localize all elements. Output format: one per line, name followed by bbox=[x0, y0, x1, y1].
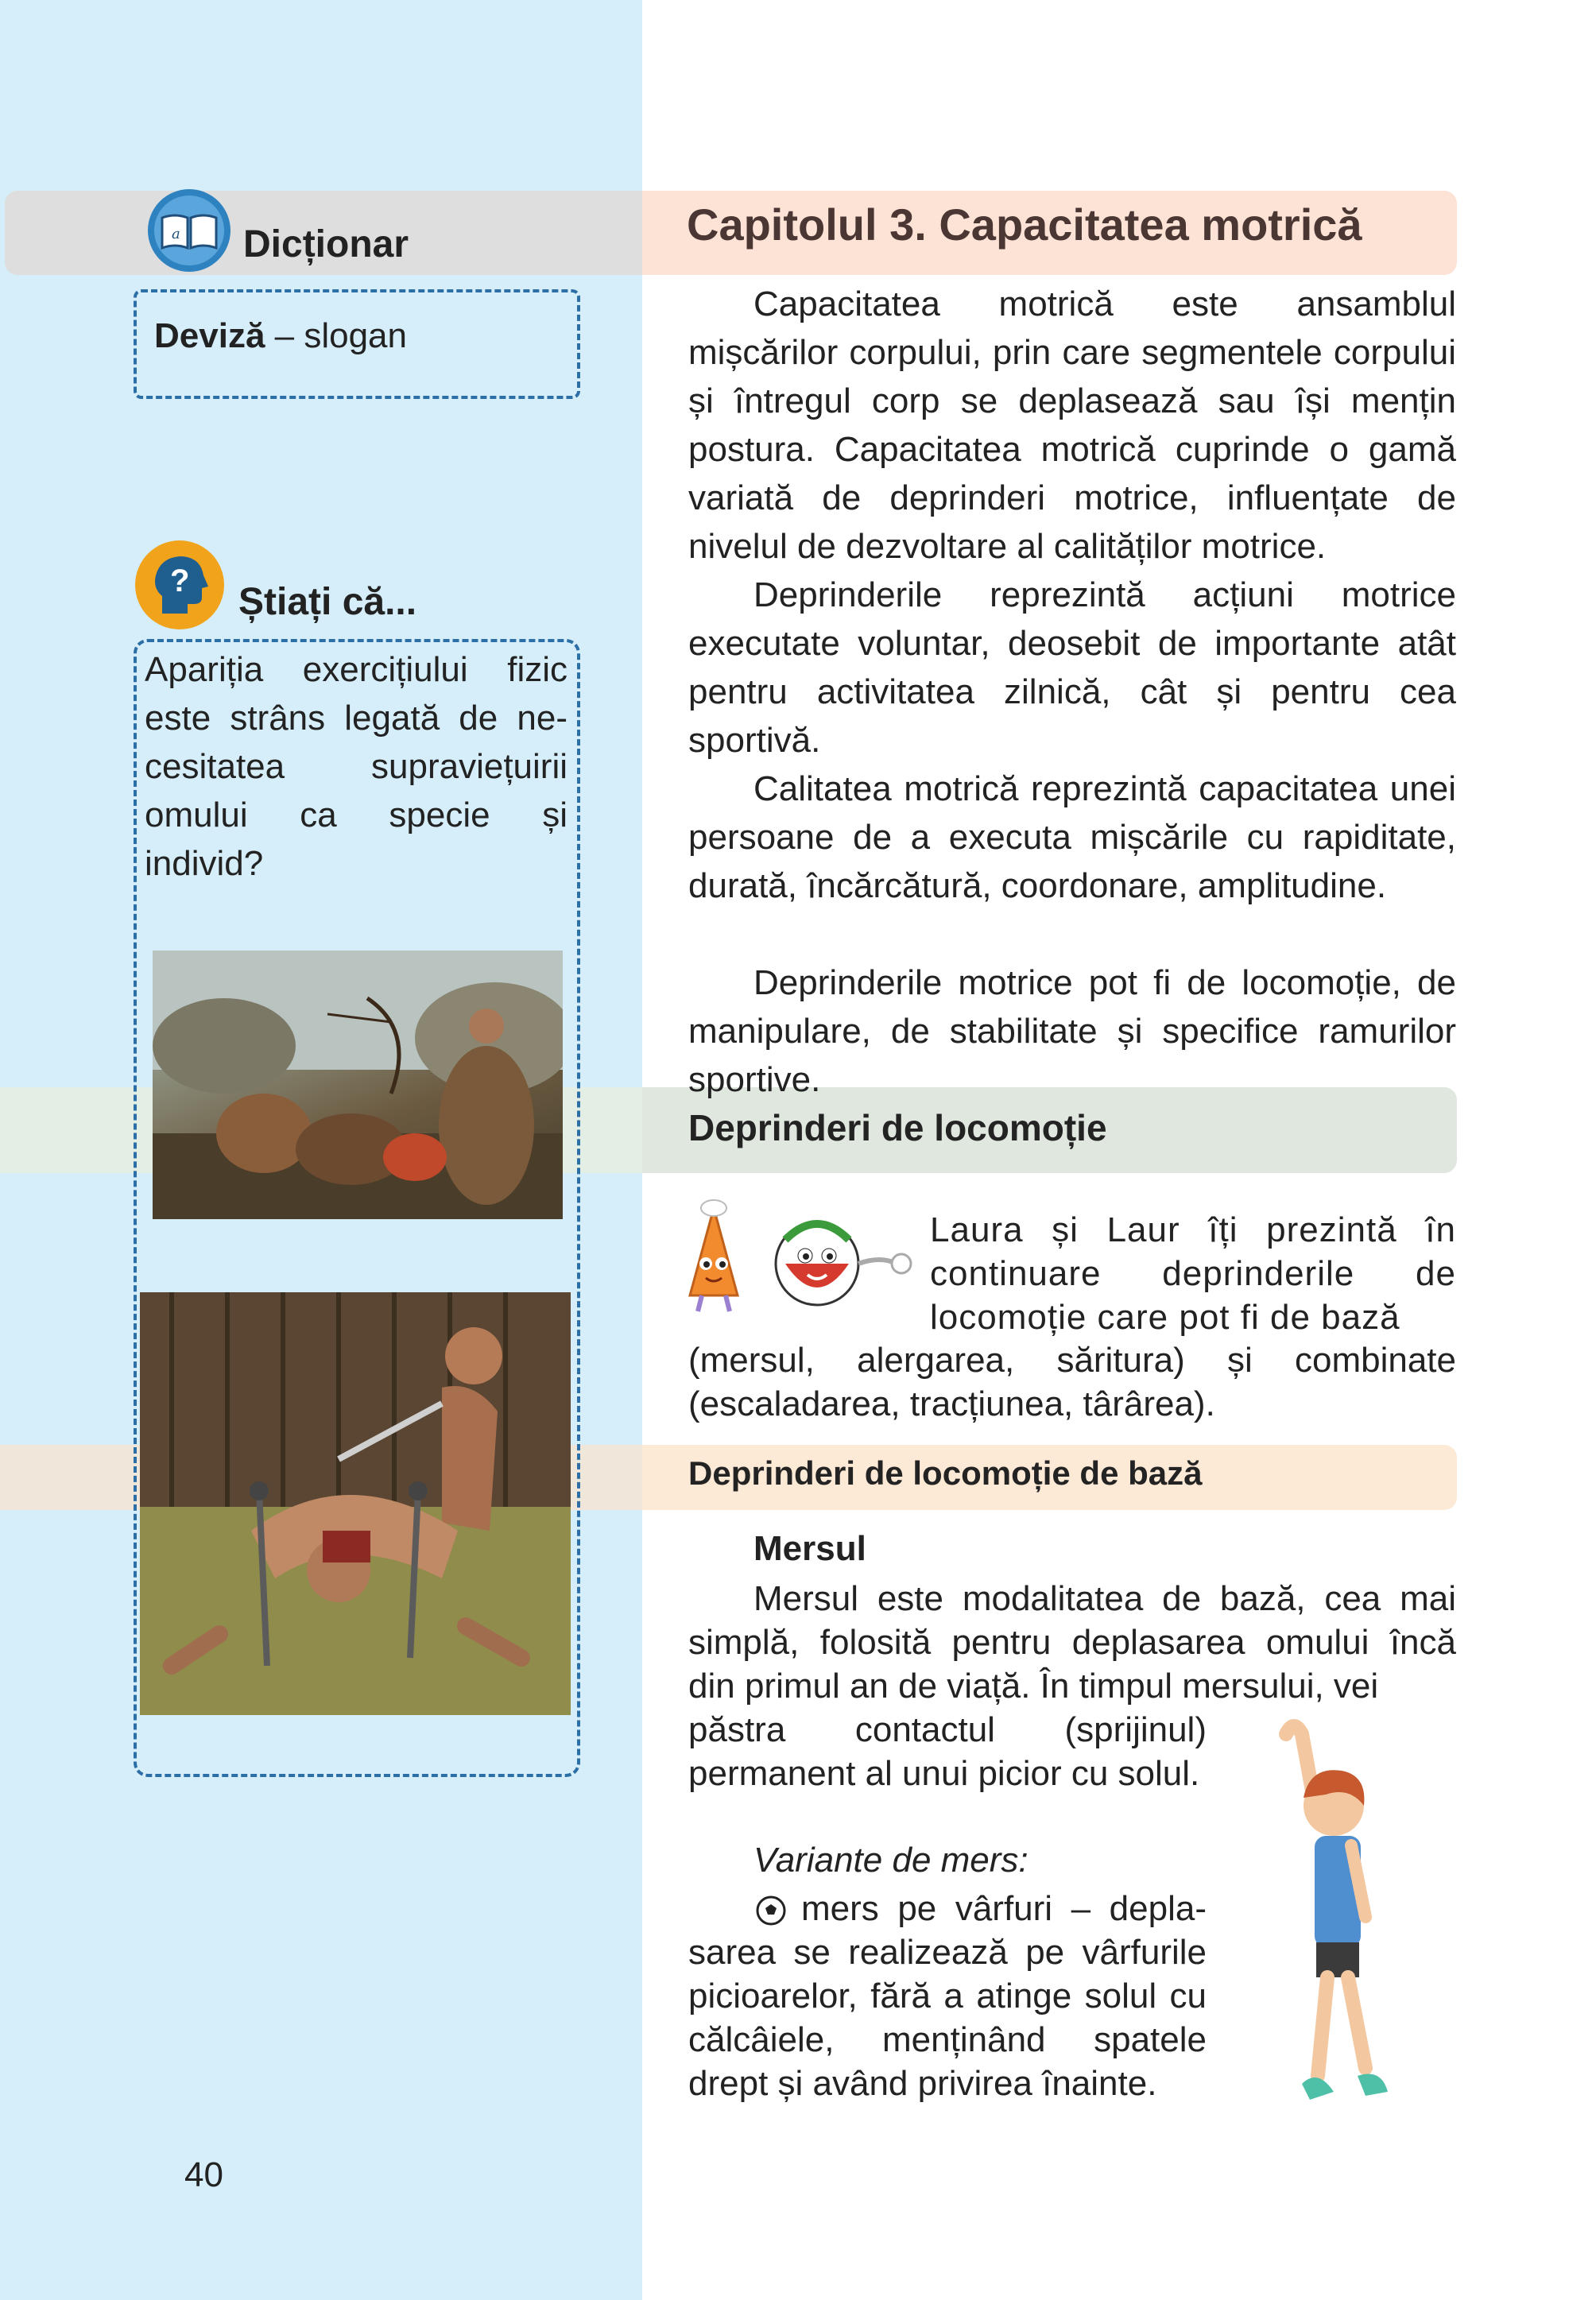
variants-label: Variante de mers: bbox=[753, 1841, 1028, 1880]
soccer-ball-icon bbox=[755, 1895, 787, 1926]
mascots-laura-laur bbox=[666, 1192, 920, 1319]
question-head-icon bbox=[135, 540, 224, 629]
dictionary-definition: – slogan bbox=[265, 316, 407, 355]
walking-title: Mersul bbox=[753, 1529, 866, 1568]
page-number: 40 bbox=[184, 2155, 223, 2194]
dictionary-term: Deviză bbox=[154, 316, 265, 355]
boy-tiptoe-illustration bbox=[1262, 1718, 1421, 2116]
locomotion-intro: Laura și Laur îți prezintă în continuare deprinderile de locomoție care pot fi de bază bbox=[930, 1210, 1456, 1337]
prehistoric-hunters-image bbox=[153, 951, 563, 1219]
section-title-basic: Deprinderi de locomoție de bază bbox=[688, 1454, 1203, 1492]
variant-tiptoe-text: mers pe vârfuri – depla-sarea se realizează pe vârfurile picioarelor, fără a atinge solul cu călcâiele, menținând spatele drept și având privirea înainte. bbox=[688, 1889, 1207, 2103]
locomotion-intro-rest: (mersul, alergarea, săritura) și combinate (escaladarea, tracțiunea, târârea). bbox=[688, 1341, 1456, 1423]
paragraph-skills: Deprinderile reprezintă acțiuni motrice executate voluntar, deosebit de importante atât pentru activitatea zilnică, cât și pentru cea sportivă. bbox=[688, 575, 1456, 760]
paragraph-capacity: Capacitatea motrică este ansamblul mișcărilor corpului, prin care segmentele corpului și întregul corp se deplasează sau își mențin postura. Capacitatea motrică cuprinde o gamă variată de deprinderi motrice, influențate de nivelul de dezvoltare al calităților motrice. bbox=[688, 285, 1456, 566]
dictionary-entry bbox=[154, 316, 407, 356]
svg-text:a: a bbox=[172, 226, 180, 242]
walking-text-narrow: păstra contactul (sprijinul) permanent al unui picior cu solul. bbox=[688, 1710, 1207, 1793]
gladiators-image bbox=[140, 1292, 571, 1715]
paragraph-quality: Calitatea motrică reprezintă capacitatea unei persoane de a executa mișcările cu rapiditate, durată, încărcătură, coordonare, amplitudine. bbox=[688, 769, 1456, 905]
dictionary-title: Dicționar bbox=[243, 223, 409, 265]
book-icon bbox=[148, 189, 230, 272]
dictionary-box bbox=[134, 289, 580, 399]
variant-tiptoe bbox=[688, 1887, 1207, 2105]
section-title-locomotion: Deprinderi de locomoție bbox=[688, 1107, 1107, 1148]
chapter-title: Capitolul 3. Capacitatea motrică bbox=[687, 199, 1362, 250]
did-you-know-text: Apariția exercițiului fizic este strâns legată de ne-cesitatea supraviețuirii omului ca specie și individ? bbox=[145, 650, 568, 883]
svg-text:?: ? bbox=[170, 563, 190, 598]
paragraph-skill-types: Deprinderile motrice pot fi de locomoție, de manipulare, de stabilitate și specifice ramurilor sportive. bbox=[688, 963, 1456, 1099]
did-you-know-title: Știați că... bbox=[238, 581, 417, 623]
walking-text: Mersul este modalitatea de bază, cea mai simplă, folosită pentru deplasarea omului încă din primul an de viață. În timpul mersului, vei bbox=[688, 1579, 1456, 1706]
